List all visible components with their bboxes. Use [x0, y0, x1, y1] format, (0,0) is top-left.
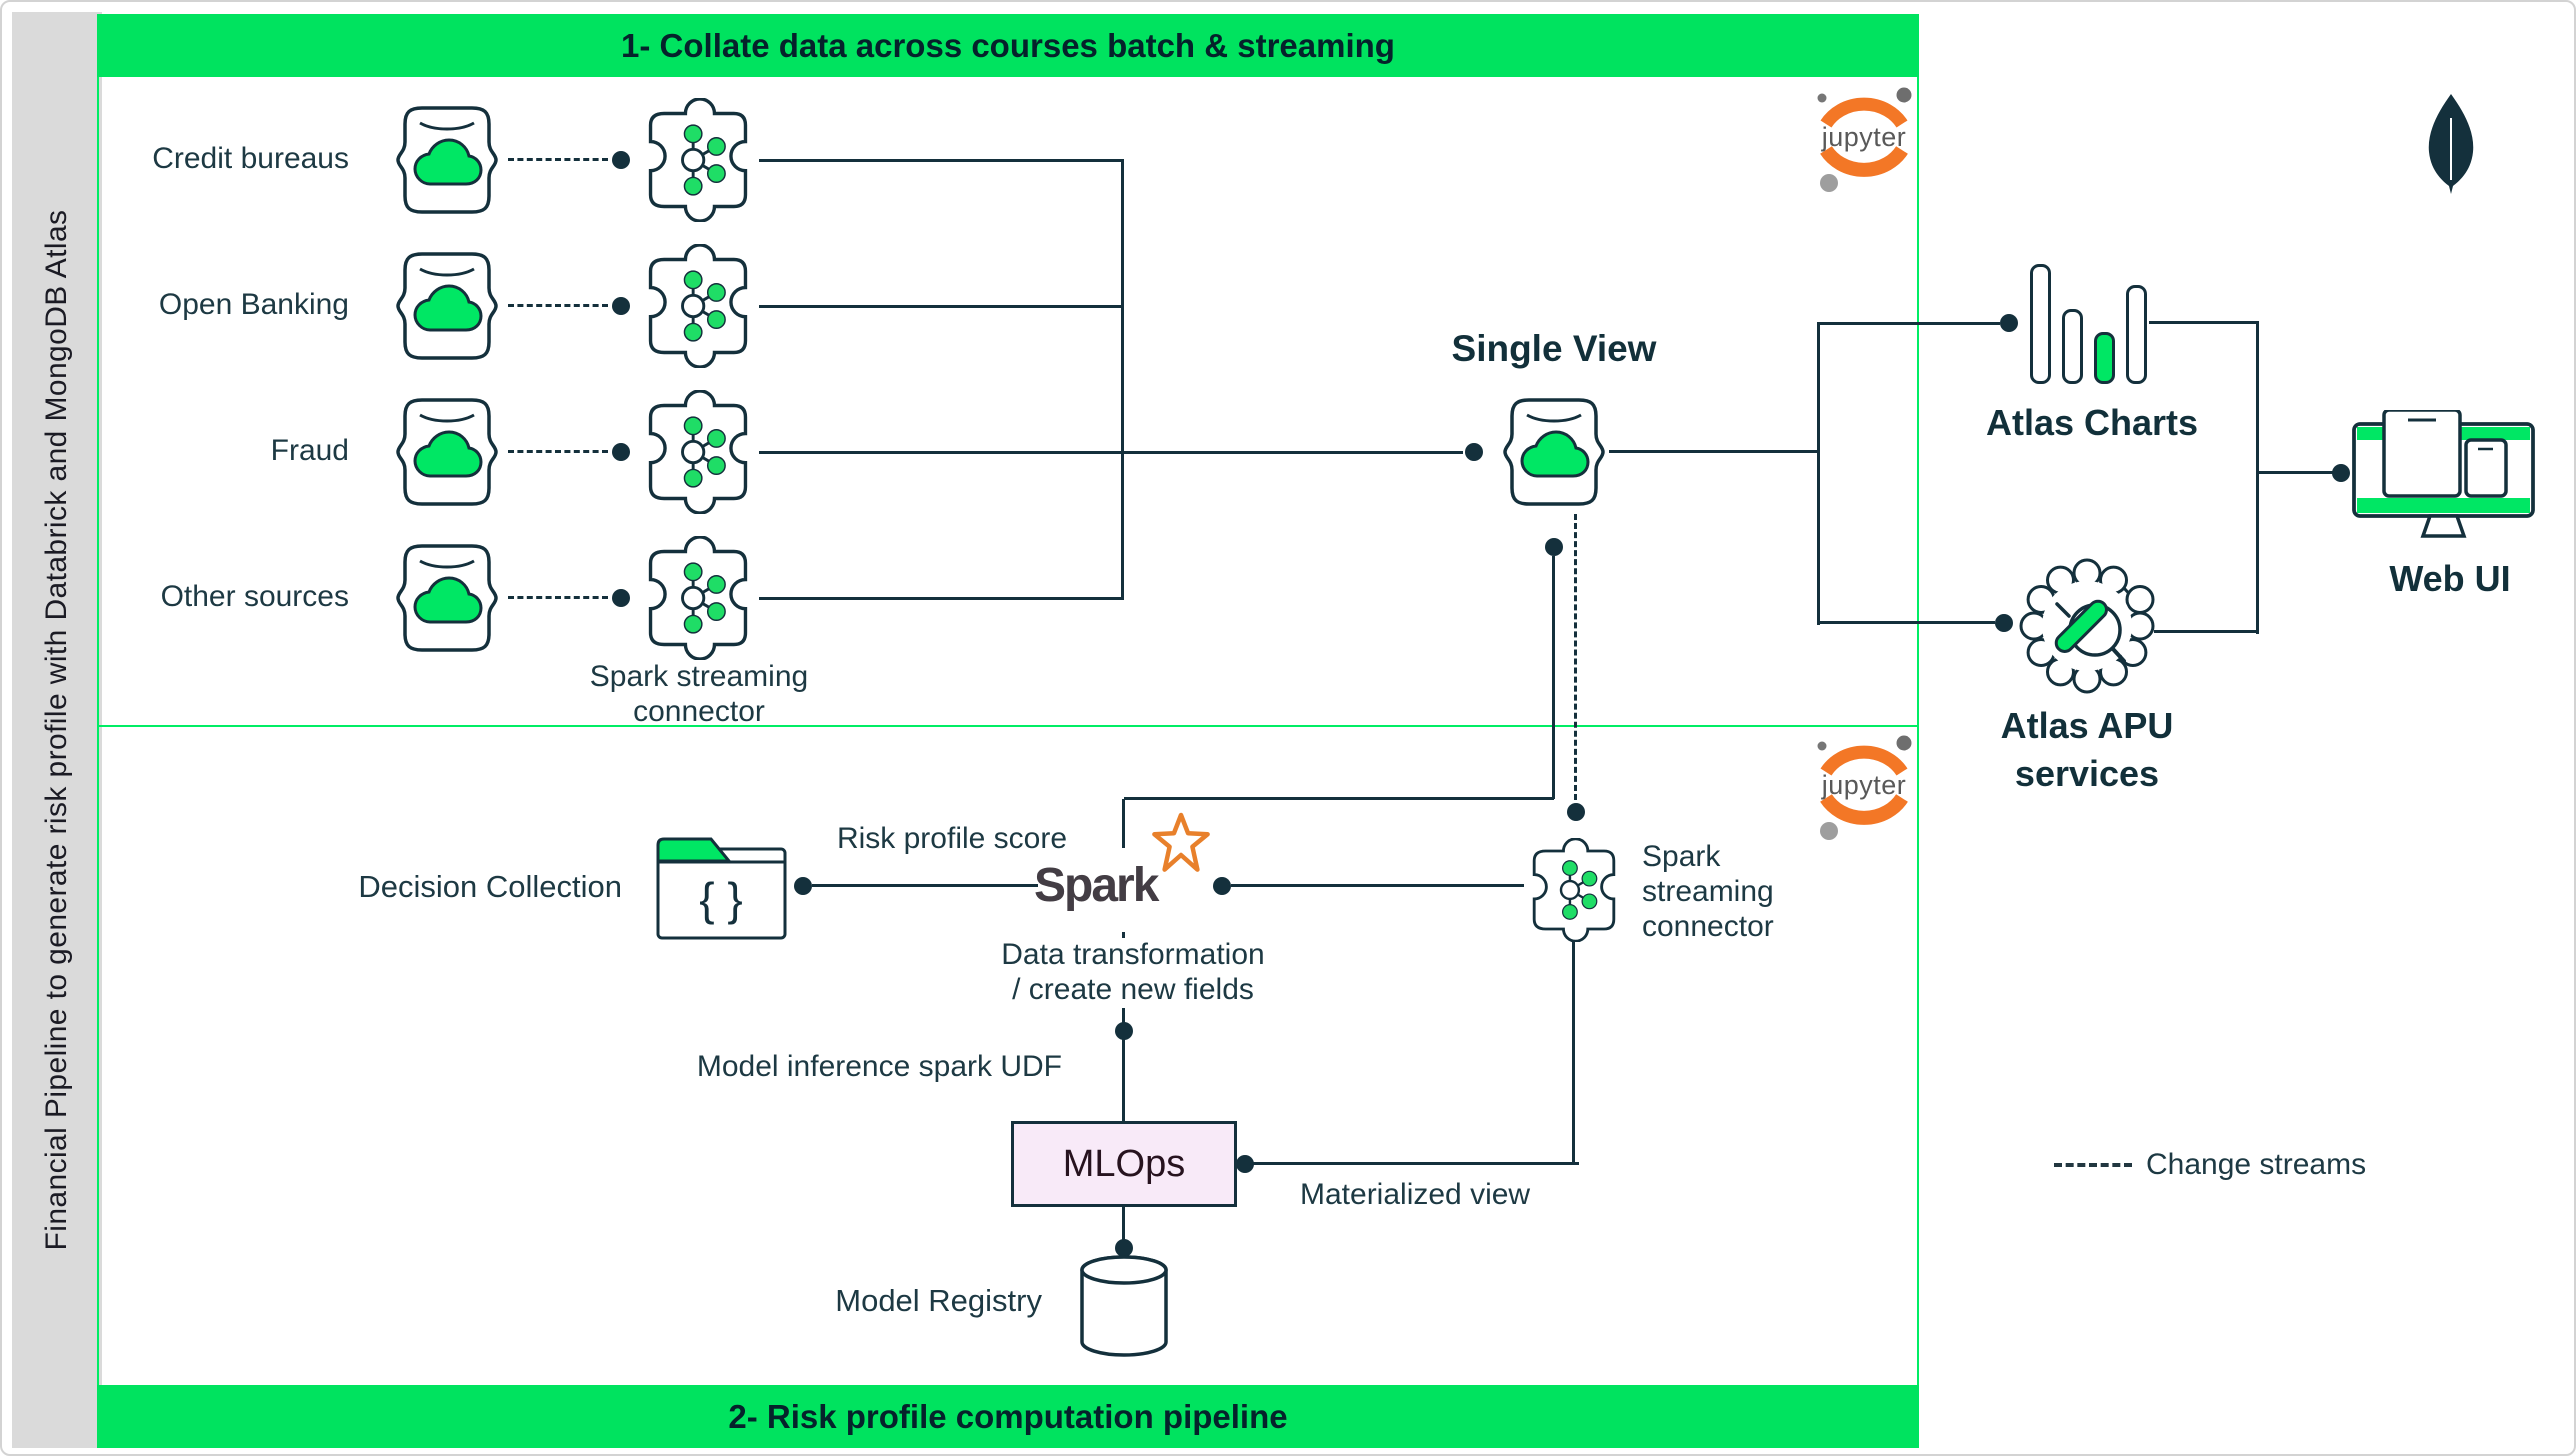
decision-collection-label: Decision Collection — [358, 869, 622, 904]
line-to-webui — [2259, 471, 2333, 474]
spark-to-collection-line — [812, 884, 1038, 887]
edge-dot — [612, 297, 630, 315]
edge-dot — [1236, 1155, 1254, 1173]
single-view-label: Single View — [1451, 328, 1657, 369]
spark-streaming-connector-icon — [636, 244, 760, 368]
jupyter-wordmark: jupyter — [1821, 122, 1907, 152]
mlops-label: MLOps — [1062, 1142, 1186, 1185]
source-label-credit-bureaus: Credit bureaus — [152, 142, 349, 175]
line-to-atlas-apu — [1817, 621, 1995, 624]
single-view-icon — [1499, 394, 1609, 510]
line-to-atlas-charts — [1817, 322, 2000, 325]
webui-collector-line — [2256, 322, 2259, 634]
data-transformation-label-line1: Data transformation — [927, 938, 1339, 973]
charts-to-webui-line-h — [2149, 321, 2259, 324]
edge-line — [759, 159, 1124, 162]
change-stream-dash — [508, 450, 608, 453]
spark-streaming-connector-icon — [636, 390, 760, 514]
spark-wordmark: Spark — [1034, 859, 1158, 912]
risk-score-line-h — [1124, 797, 1554, 800]
edge-dot — [2000, 314, 2018, 332]
chart-bar — [2030, 264, 2051, 384]
atlas-apu-gear-icon — [2019, 558, 2155, 694]
edge-dot — [1213, 877, 1231, 895]
change-stream-dash — [508, 158, 608, 161]
chart-bar — [2126, 285, 2147, 384]
streaming-connector-caption: Spark streaming connector — [1642, 840, 1774, 943]
edge-dot — [612, 589, 630, 607]
edge-dot — [612, 443, 630, 461]
spark-logo — [1032, 814, 1227, 932]
pipeline-frame — [97, 14, 1919, 1448]
data-transformation-label-line2: / create new fields — [927, 973, 1339, 1008]
sidebar-title: Financial Pipeline to generate risk profile with Databrick and MongoDB Atlas — [40, 209, 73, 1251]
edge-dot — [1115, 1022, 1133, 1040]
section2-banner: 2- Risk profile computation pipeline — [97, 1385, 1919, 1448]
atlas-apu-label-line2: services — [2014, 753, 2160, 794]
risk-score-line-v — [1552, 556, 1555, 799]
edge-line — [759, 597, 1124, 600]
database-cloud-icon — [392, 248, 502, 364]
web-ui-label: Web UI — [2389, 558, 2511, 599]
mlops-box — [1011, 1121, 1237, 1207]
chart-bar-green — [2094, 332, 2115, 384]
atlas-charts-label: Atlas Charts — [1985, 402, 2199, 443]
spark-to-connector-line — [1231, 884, 1524, 887]
single-view-out-line — [1609, 450, 1818, 453]
chart-bar — [2062, 309, 2083, 384]
edge-dot — [1545, 538, 1563, 556]
spark-streaming-connector-icon — [636, 536, 760, 660]
edge-line — [759, 305, 1124, 308]
change-stream-dash-to-connector — [1574, 514, 1577, 800]
atlas-apu-label-line1: Atlas APU — [2000, 705, 2174, 746]
decision-collection-folder-icon — [655, 835, 788, 941]
spark-streaming-connector-caption: Spark streaming connector — [589, 660, 809, 728]
edge-dot — [1567, 803, 1585, 821]
spark-star-icon — [1150, 812, 1212, 874]
edge-line-to-single-view — [759, 451, 1463, 454]
source-label-open-banking: Open Banking — [158, 288, 349, 321]
connector-to-mlops-line-v — [1572, 940, 1575, 1164]
database-cloud-icon — [392, 540, 502, 656]
change-stream-dash — [508, 596, 608, 599]
spark-streaming-connector-icon — [1522, 838, 1626, 942]
merge-bus-line — [1121, 159, 1124, 600]
database-cloud-icon — [392, 394, 502, 510]
edge-dot — [1465, 443, 1483, 461]
edge-dot — [612, 151, 630, 169]
database-cloud-icon — [392, 102, 502, 218]
source-label-fraud: Fraud — [270, 434, 349, 467]
apu-to-webui-line — [2154, 630, 2258, 633]
edge-dot — [794, 877, 812, 895]
change-streams-legend-label: Change streams — [2146, 1148, 2367, 1181]
jupyter-wordmark: jupyter — [1821, 770, 1907, 800]
materialized-view-label: Materialized view — [1300, 1178, 1531, 1211]
source-label-other-sources: Other sources — [160, 580, 349, 613]
section1-banner: 1- Collate data across courses batch & streaming — [97, 14, 1919, 77]
jupyter-logo — [1808, 732, 1920, 842]
change-streams-legend-dash — [2054, 1163, 2132, 1167]
risk-profile-score-label: Risk profile score — [836, 822, 1068, 855]
web-ui-devices-icon — [2352, 410, 2537, 542]
mongodb-leaf-icon — [2422, 92, 2480, 196]
model-registry-db-icon — [1080, 1254, 1168, 1358]
connector-to-mlops-line-h — [1252, 1162, 1579, 1165]
change-stream-dash — [508, 304, 608, 307]
spark-streaming-connector-icon — [636, 98, 760, 222]
sidebar — [12, 12, 102, 1448]
edge-dot — [2332, 464, 2350, 482]
model-inference-label: Model inference spark UDF — [696, 1050, 1062, 1083]
edge-dot — [1995, 614, 2013, 632]
fanout-bracket-line — [1817, 322, 1820, 625]
section-divider — [99, 725, 1919, 727]
jupyter-logo — [1808, 84, 1920, 194]
model-registry-label: Model Registry — [835, 1283, 1042, 1318]
